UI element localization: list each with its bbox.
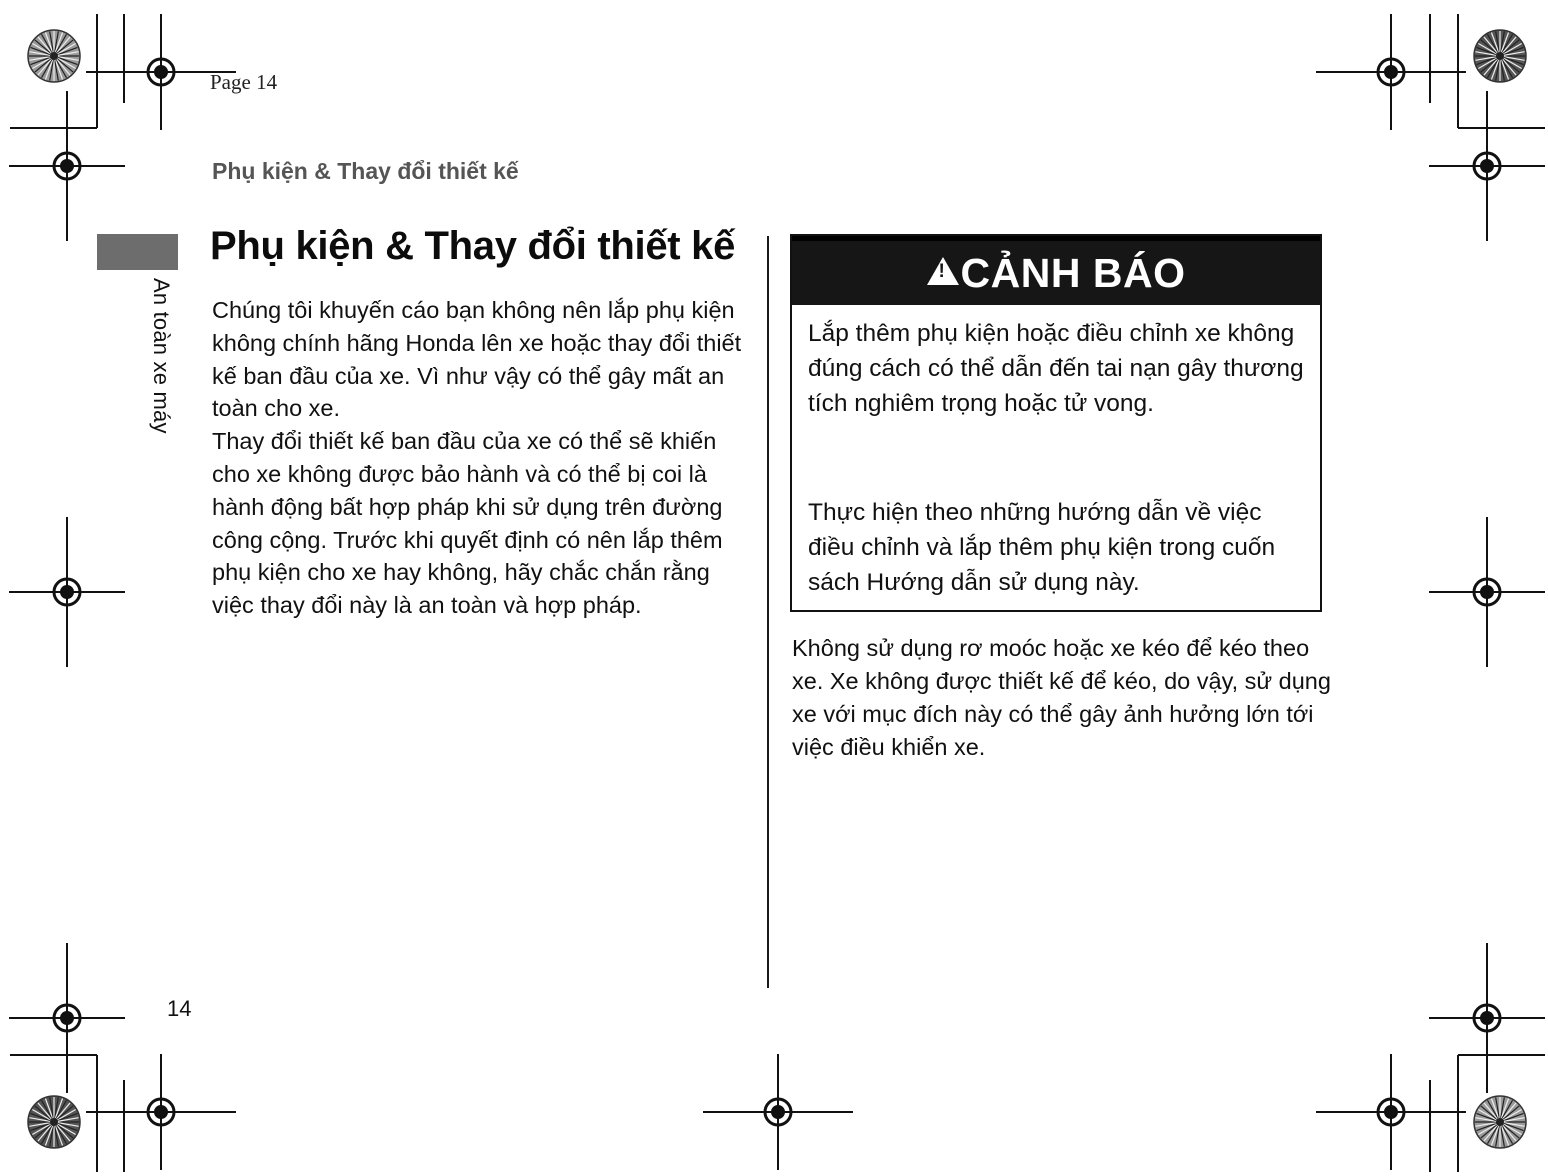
page-number: 14: [167, 996, 192, 1021]
warning-paragraph: Thực hiện theo những hướng dẫn về việc điều chỉnh và lắp thêm phụ kiện trong cuốn sách Hướng dẫn sử dụng này.: [808, 499, 1276, 596]
registration-target-icon: [703, 1054, 853, 1170]
warning-title: CẢNH BÁO: [960, 250, 1186, 296]
warning-paragraph: Lắp thêm phụ kiện hoặc điều chỉnh xe không đúng cách có thể dẫn đến tai nạn gây thương tích nghiêm trọng hoặc tử vong.: [808, 320, 1304, 417]
registration-target-icon: [9, 91, 125, 241]
left-column-body: [212, 294, 752, 622]
warning-header: [792, 236, 1320, 305]
warning-triangle-icon: [927, 257, 959, 285]
body-paragraph: Thay đổi thiết kế ban đầu của xe có thể sẽ khiến cho xe không được bảo hành và có thể bị coi là hành động bất hợp pháp khi sử dụng trên đường công cộng. Trước khi quyết định có nên lắp thêm phụ kiện cho xe hay không, hãy chắc chắn rằng việc thay đổi này là an toàn và hợp pháp.: [212, 428, 723, 619]
registration-target-icon: [1316, 1054, 1466, 1170]
registration-target-icon: [1316, 14, 1466, 130]
registration-target-icon: [9, 517, 125, 667]
page-label: Page 14: [210, 70, 278, 94]
page-title: Phụ kiện & Thay đổi thiết kế: [210, 224, 736, 268]
registration-target-icon: [86, 1054, 236, 1170]
registration-target-icon: [1429, 91, 1545, 241]
body-paragraph: Chúng tôi khuyến cáo bạn không nên lắp phụ kiện không chính hãng Honda lên xe hoặc thay đổi thiết kế ban đầu của xe. Vì như vậy có thể gây mất an toàn cho xe.: [212, 297, 742, 422]
section-tab: [97, 234, 178, 270]
section-tab-label: An toàn xe máy: [149, 278, 174, 434]
registration-target-icon: [1429, 943, 1545, 1093]
registration-target-icon: [1429, 517, 1545, 667]
towing-note: Không sử dụng rơ moóc hoặc xe kéo để kéo theo xe. Xe không được thiết kế để kéo, do vậy, sử dụng xe với mục đích này có thể gây ảnh hưởng lớn tới việc điều khiển xe.: [792, 635, 1331, 760]
running-head: Phụ kiện & Thay đổi thiết kế: [212, 158, 519, 184]
column-divider: [767, 236, 769, 988]
registration-target-icon: [9, 943, 125, 1093]
warning-box: [790, 234, 1322, 612]
